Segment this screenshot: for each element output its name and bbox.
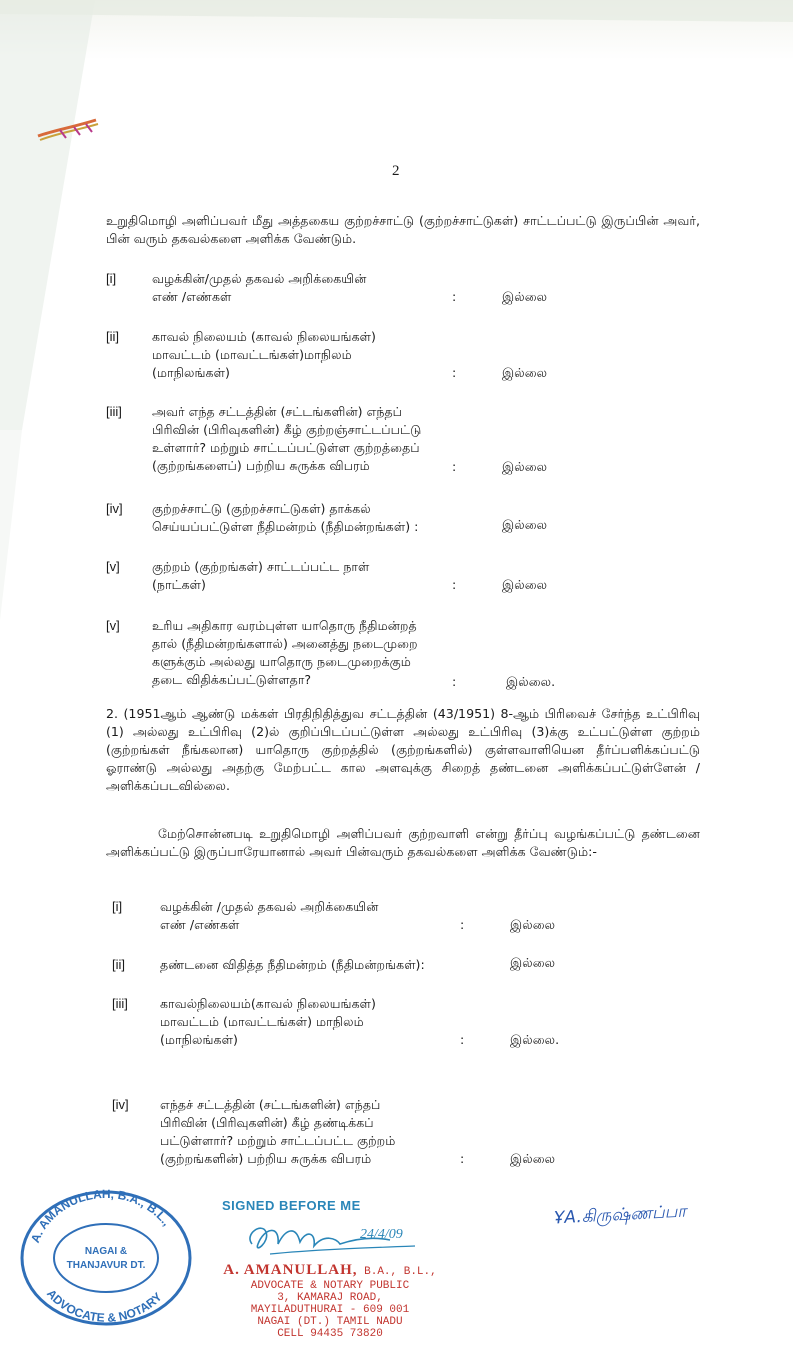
item-number: [i] — [106, 271, 117, 286]
seal-top-text: A. AMANULLAH, B.A., B.L., — [28, 1188, 174, 1245]
item-answer: இல்லை — [502, 459, 548, 474]
intro-paragraph: உறுதிமொழி அளிப்பவர் மீது அத்தகைய குற்றச்சாட்டு (குற்றச்சாட்டுகள்) சாட்டப்பட்டு இருப்பின் அவர், பின் வரும் தகவல்களை அளிக்க வேண்டும். — [106, 213, 700, 246]
seal-center-line-2: THANJAVUR DT. — [66, 1260, 146, 1271]
item-answer: இல்லை — [502, 365, 548, 380]
item-colon: : — [460, 1151, 465, 1166]
stamp-line-2: 3, KAMARAJ ROAD, — [277, 1292, 383, 1304]
item-question: காவல் நிலையம் (காவல் நிலையங்கள்) மாவட்டம் (மாவட்டங்கள்)மாநிலம் (மாநிலங்கள்) — [152, 329, 376, 380]
stamp-name-suffix: B.A., B.L., — [364, 1266, 437, 1278]
page-number: 2 — [392, 163, 400, 179]
item-number: [iv] — [112, 1097, 129, 1112]
item-question: வழக்கின்/முதல் தகவல் அறிக்கையின் எண் /எண்கள் — [152, 271, 367, 304]
stamp-heading: SIGNED BEFORE ME — [222, 1198, 361, 1213]
item-number: [ii] — [112, 957, 125, 972]
item-number: [iii] — [106, 404, 122, 419]
item-colon: : — [460, 1032, 465, 1047]
stamp-line-3: MAYILADUTHURAI - 609 001 — [250, 1304, 410, 1316]
seal-bottom-text: ADVOCATE & NOTARY — [43, 1286, 165, 1325]
item-number: [iv] — [106, 501, 123, 516]
stamp-name: A. AMANULLAH, — [223, 1262, 358, 1278]
item-question: உரிய அதிகார வரம்புள்ள யாதொரு நீதிமன்றத் தால் (நீதிமன்றங்களால்) அனைத்து நடைமுறை களுக்கும் அல்லது யாதொரு நடைமுறைக்கும் தடை விதிக்கப்பட்டுள்ளதா? — [152, 618, 418, 687]
notary-stamp — [210, 1196, 450, 1356]
item-answer: இல்லை — [502, 577, 548, 592]
stamp-date: 24/4/09 — [360, 1227, 403, 1242]
notary-seal — [14, 1188, 196, 1328]
item-answer: இல்லை — [510, 1151, 556, 1166]
item-colon: : — [452, 459, 457, 474]
item-answer: இல்லை — [502, 289, 548, 304]
paragraph-3: மேற்சொன்னபடி உறுதிமொழி அளிப்பவர் குற்றவாளி என்று தீர்ப்பு வழங்கப்பட்டு தண்டனை அளிக்கப்பட்டு இருப்பாரேயானால் அவர் பின்வரும் தகவல்களை அளிக்க வேண்டும்:- — [106, 826, 700, 859]
seal-center-line-1: NAGAI & — [84, 1246, 128, 1257]
item-question: அவர் எந்த சட்டத்தின் (சட்டங்களின்) எந்தப் பிரிவின் (பிரிவுகளின்) கீழ் குற்றஞ்சாட்டப்பட்டு உள்ளார்? மற்றும் சாட்டப்பட்டுள்ள குற்றத்தைப் (குற்றங்களைப்) பற்றிய சுருக்க விபரம் — [152, 404, 422, 473]
stamp-line-5: CELL 94435 73820 — [277, 1328, 383, 1340]
stamp-line-1: ADVOCATE & NOTARY PUBLIC — [250, 1280, 410, 1292]
item-colon: : — [460, 917, 465, 932]
item-answer: இல்லை — [510, 955, 556, 970]
item-number: [ii] — [106, 329, 119, 344]
item-answer: இல்லை. — [506, 674, 556, 689]
item-colon: : — [452, 365, 457, 380]
item-colon: : — [452, 289, 457, 304]
item-colon: : — [452, 577, 457, 592]
item-answer: இல்லை — [510, 917, 556, 932]
item-question: குற்றச்சாட்டு (குற்றச்சாட்டுகள்) தாக்கல் செய்யப்பட்டுள்ள நீதிமன்றம் (நீதிமன்றங்கள்) : — [152, 501, 419, 534]
item-question: தண்டனை விதித்த நீதிமன்றம் (நீதிமன்றங்கள்): — [160, 957, 425, 972]
notary-signature — [240, 1214, 440, 1260]
item-number: [i] — [112, 899, 123, 914]
stamp-name-line — [210, 1264, 450, 1278]
item-question: காவல்நிலையம்(காவல் நிலையங்கள்) மாவட்டம் (மாவட்டங்கள்) மாநிலம் (மாநிலங்கள்) — [160, 996, 376, 1047]
paragraph-2: 2. (1951ஆம் ஆண்டு மக்கள் பிரதிநிதித்துவ சட்டத்தின் (43/1951) 8-ஆம் பிரிவைச் சேர்ந்த உட்பிரிவு (1) அல்லது உட்பிரிவு (2)ல் குறிப்பிடப்பட்டுள்ள அல்லது உட்பிரிவு (3)க்கு உட்பட்டுள்ள குற்றம் (குற்றங்கள் நீங்கலான) யாதொரு குற்றத்தில் (குற்றங்களில்) குள்ளவாளியென தீர்ப்பளிக்கப்பட்டு ஓராண்டு அல்லது அதற்கு மேற்பட்ட கால அளவுக்கு சிறைத் தண்டனை அளிக்கப்பட்டுள்ளேன் /அளிக்கப்படவில்லை. — [106, 706, 700, 793]
item-colon: : — [452, 674, 457, 689]
item-number: [v] — [106, 618, 120, 633]
item-question: வழக்கின் /முதல் தகவல் அறிக்கையின் எண் /எண்கள் — [160, 899, 379, 932]
item-question: எந்தச் சட்டத்தின் (சட்டங்களின்) எந்தப் பிரிவின் (பிரிவுகளின்) கீழ் தண்டிக்கப் பட்டுள்ளார்? மற்றும் சாட்டப்பட்ட குற்றம் (குற்றங்களின்) பற்றிய சுருக்க விபரம் — [160, 1097, 396, 1166]
deponent-signature: ҰA.கிருஷ்ணப்பா — [553, 1201, 687, 1229]
item-number: [v] — [106, 559, 120, 574]
item-answer: இல்லை — [502, 517, 548, 532]
stamp-line-4: NAGAI (DT.) TAMIL NADU — [257, 1316, 403, 1328]
item-answer: இல்லை. — [510, 1032, 560, 1047]
item-question: குற்றம் (குற்றங்கள்) சாட்டப்பட்ட நாள் (நாட்கள்) — [152, 559, 370, 592]
item-number: [iii] — [112, 996, 128, 1011]
